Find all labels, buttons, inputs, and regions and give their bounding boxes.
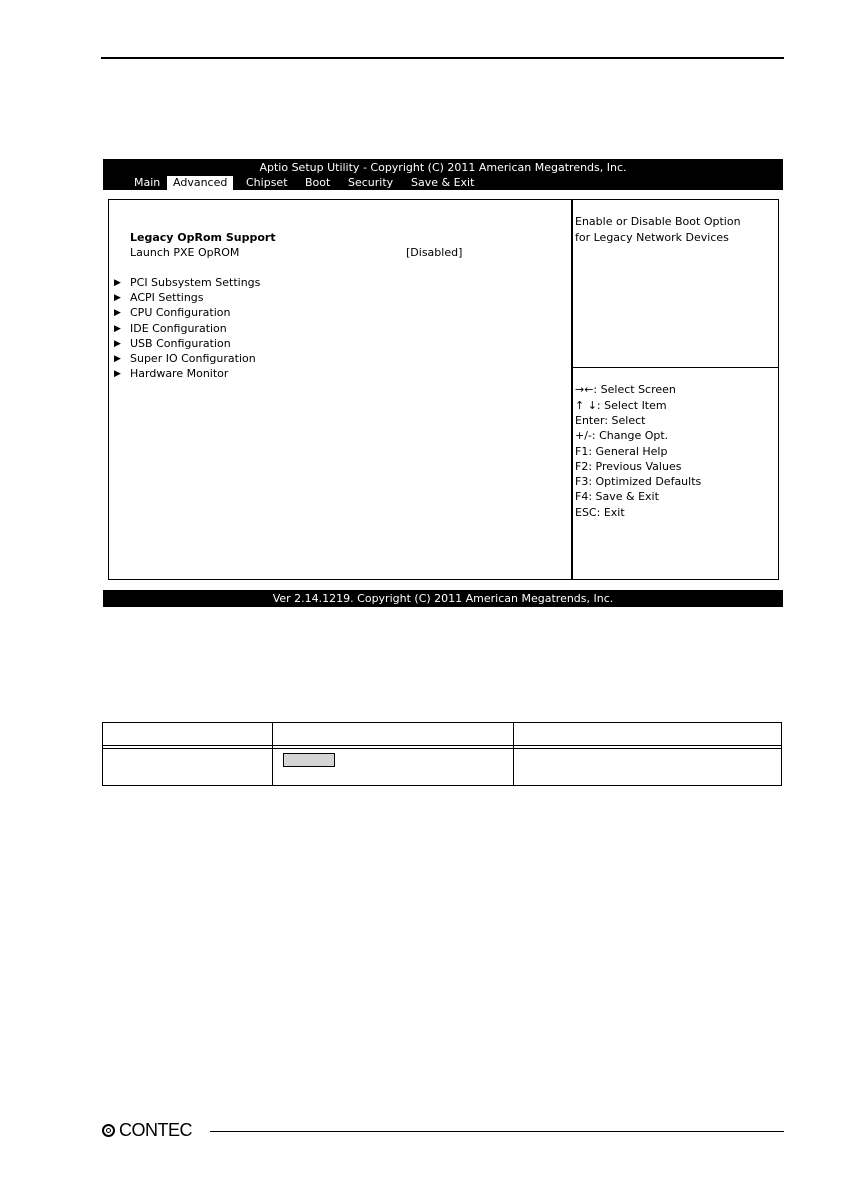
tab-main[interactable]: Main: [134, 176, 161, 189]
table-header-rule: [103, 748, 781, 749]
setting-value[interactable]: [Disabled]: [406, 246, 463, 259]
settings-table: [102, 722, 782, 786]
section-heading: Legacy OpRom Support: [130, 231, 276, 244]
key-help-line: ESC: Exit: [575, 506, 625, 519]
default-value-swatch: [283, 753, 335, 767]
tab-chipset[interactable]: Chipset: [246, 176, 288, 189]
setting-label[interactable]: Launch PXE OpROM: [130, 246, 240, 259]
contec-logo-icon: [102, 1124, 115, 1137]
key-help-line: →←: Select Screen: [575, 383, 676, 396]
submenu-usb[interactable]: USB Configuration: [130, 337, 231, 350]
header-rule: [101, 57, 784, 59]
submenu-arrow-icon: ▶: [114, 339, 121, 349]
key-help-line: ↑ ↓: Select Item: [575, 399, 667, 412]
menu-bar: [103, 176, 783, 190]
submenu-arrow-icon: ▶: [114, 308, 121, 318]
submenu-hwmon[interactable]: Hardware Monitor: [130, 367, 229, 380]
key-help-line: F4: Save & Exit: [575, 490, 659, 503]
submenu-acpi[interactable]: ACPI Settings: [130, 291, 204, 304]
bios-screen: [103, 159, 783, 607]
key-help-line: Enter: Select: [575, 414, 646, 427]
submenu-pci[interactable]: PCI Subsystem Settings: [130, 276, 261, 289]
submenu-arrow-icon: ▶: [114, 354, 121, 364]
table-column-divider: [272, 723, 273, 785]
settings-panel: [108, 199, 572, 580]
key-help-line: F3: Optimized Defaults: [575, 475, 702, 488]
tab-boot[interactable]: Boot: [305, 176, 331, 189]
submenu-superio[interactable]: Super IO Configuration: [130, 352, 256, 365]
key-help-line: +/-: Change Opt.: [575, 429, 669, 442]
tab-advanced[interactable]: Advanced: [167, 176, 233, 190]
help-line: Enable or Disable Boot Option: [575, 215, 741, 228]
bios-title: Aptio Setup Utility - Copyright (C) 2011 American Megatrends, Inc.: [259, 161, 627, 174]
submenu-arrow-icon: ▶: [114, 324, 121, 334]
key-help-line: F1: General Help: [575, 445, 668, 458]
logo-text: CONTEC: [119, 1119, 192, 1140]
submenu-cpu[interactable]: CPU Configuration: [130, 306, 231, 319]
tab-save-exit[interactable]: Save & Exit: [411, 176, 475, 189]
help-line: for Legacy Network Devices: [575, 231, 729, 244]
submenu-arrow-icon: ▶: [114, 369, 121, 379]
key-help-line: F2: Previous Values: [575, 460, 682, 473]
help-divider: [573, 367, 778, 368]
submenu-ide[interactable]: IDE Configuration: [130, 322, 227, 335]
submenu-arrow-icon: ▶: [114, 278, 121, 288]
help-panel: [572, 199, 779, 580]
footer-rule: [210, 1131, 784, 1132]
submenu-arrow-icon: ▶: [114, 293, 121, 303]
tab-security[interactable]: Security: [348, 176, 394, 189]
bios-body: [103, 190, 783, 590]
table-header-row: [103, 723, 781, 746]
table-column-divider: [513, 723, 514, 785]
bios-footer: Ver 2.14.1219. Copyright (C) 2011 American Megatrends, Inc.: [272, 592, 614, 605]
contec-logo: [102, 1120, 192, 1140]
